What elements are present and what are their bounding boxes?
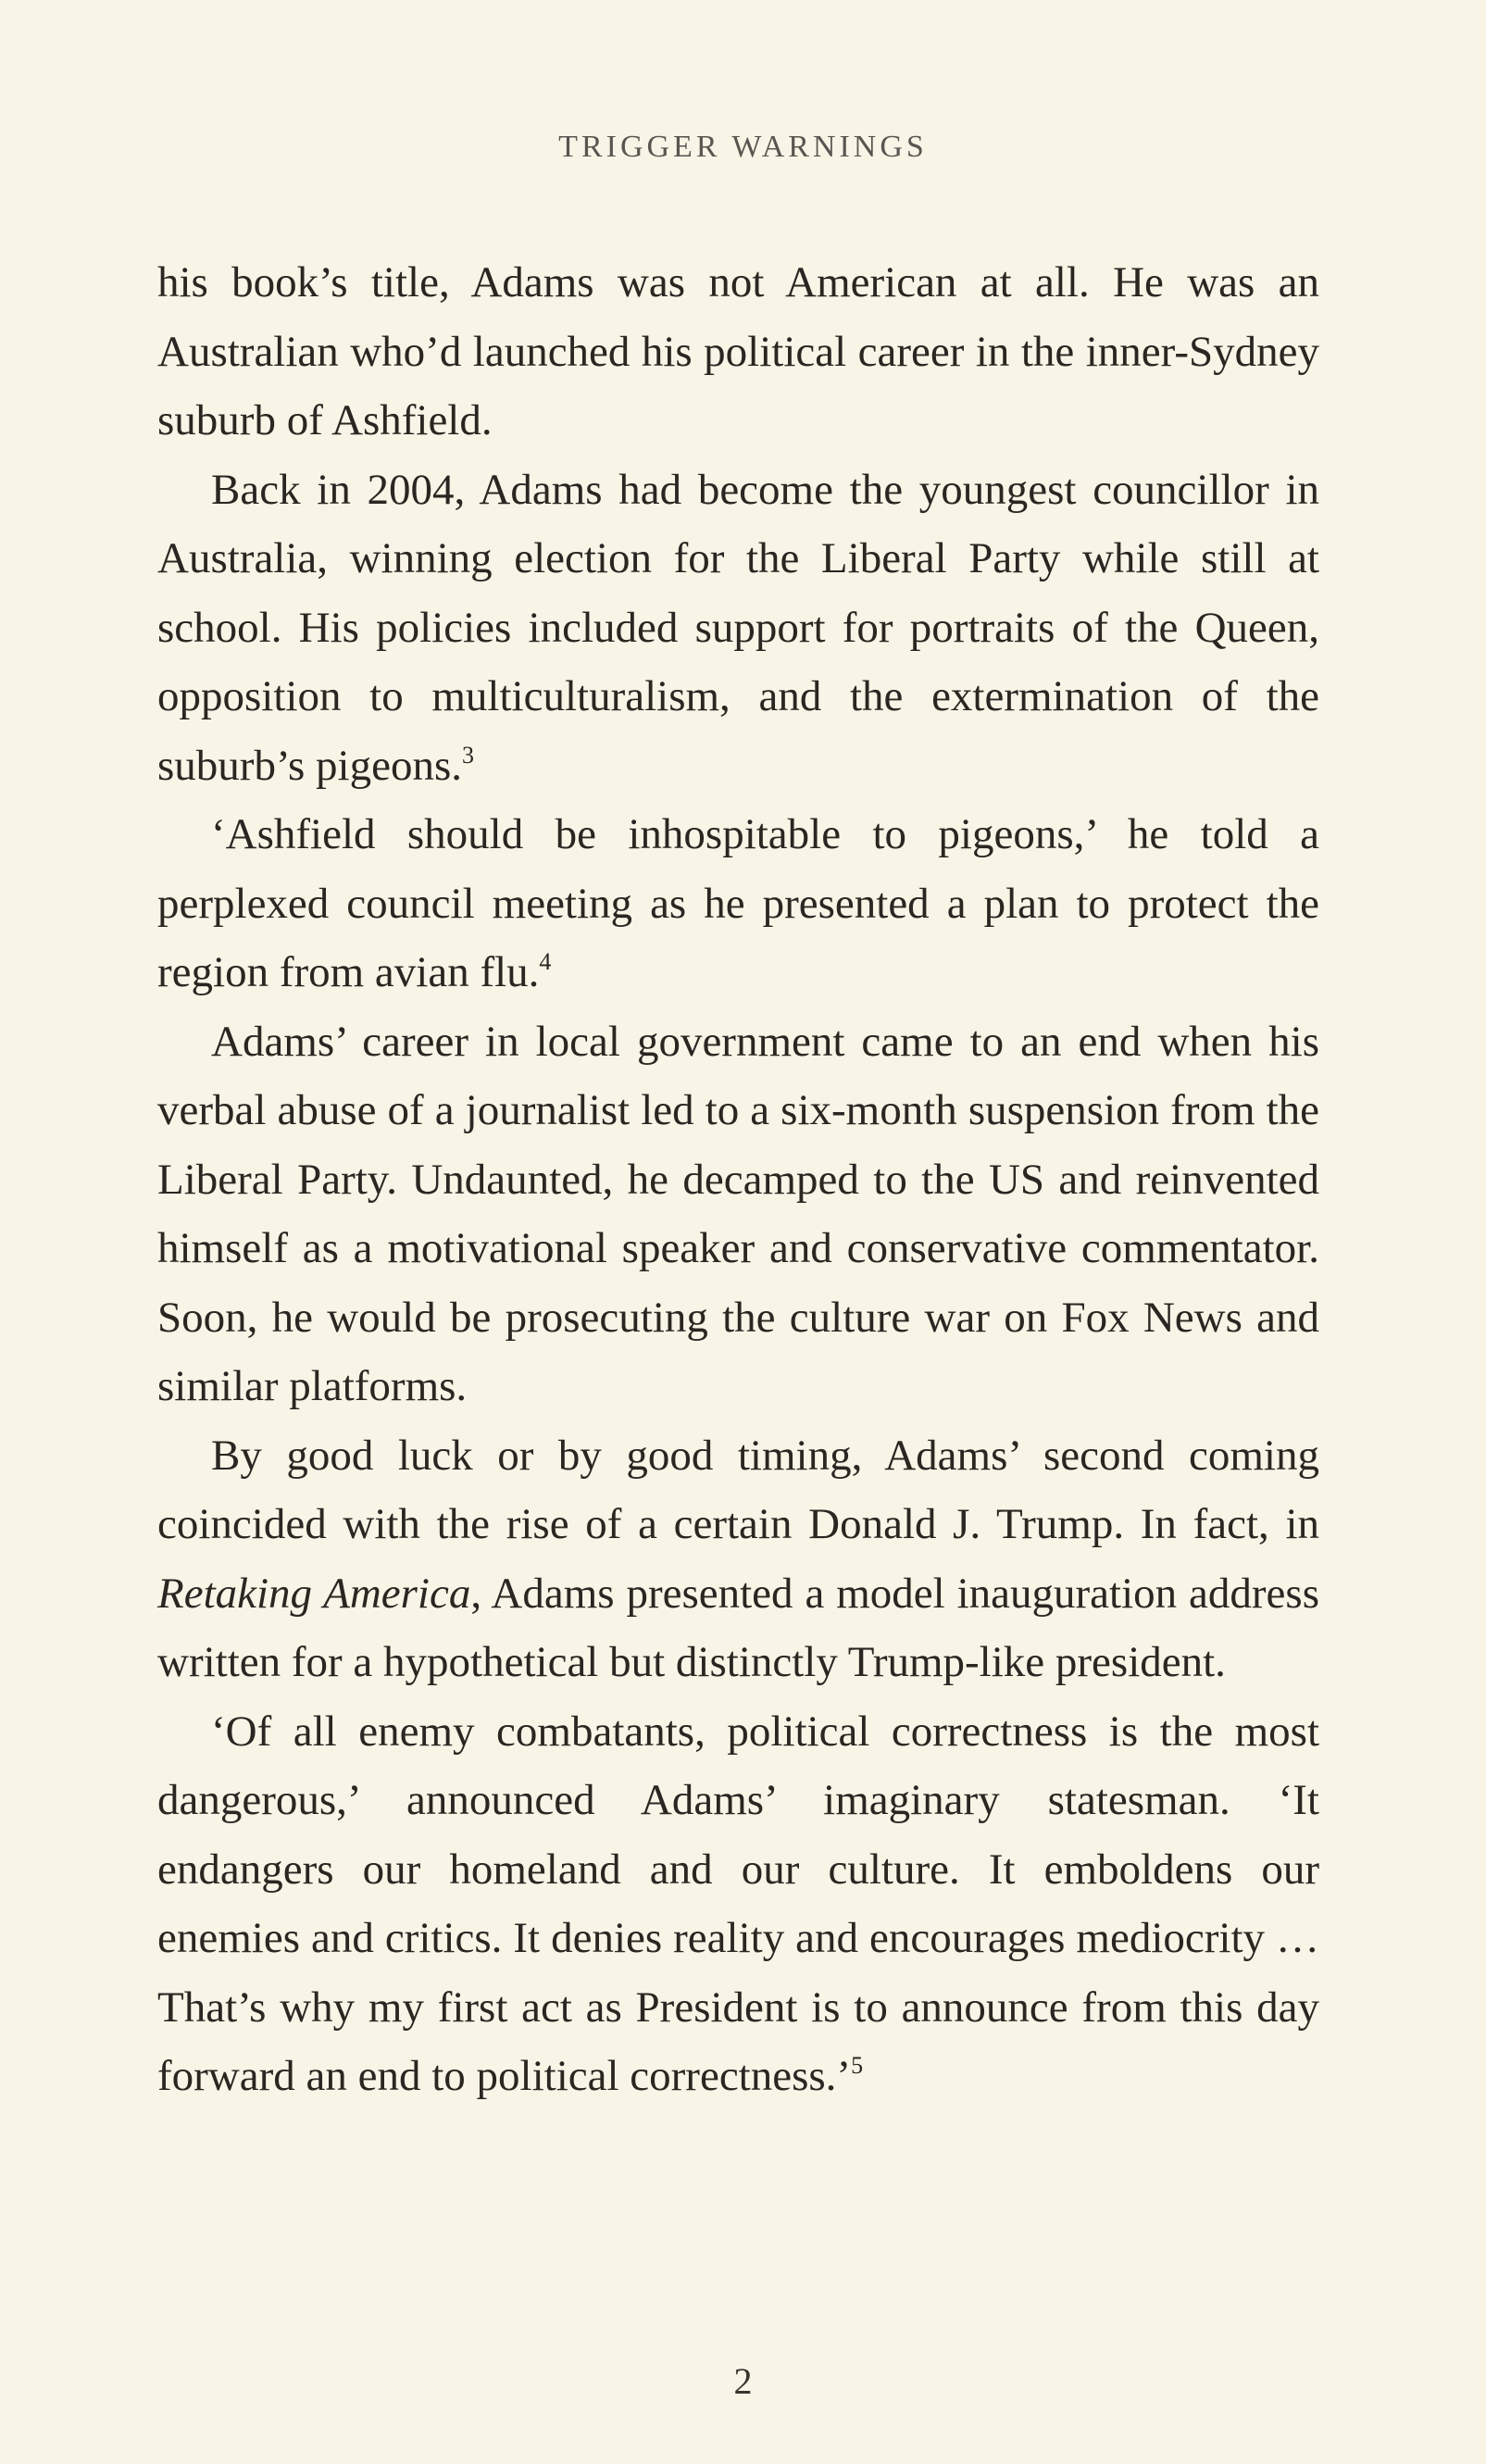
paragraph-6 <box>157 1697 1319 2111</box>
body-text <box>157 248 1319 2111</box>
paragraph-2 <box>157 456 1319 801</box>
paragraph-4 <box>157 1007 1319 1421</box>
paragraph-4-text: Adams’ career in local government came to an end when his verbal abuse of a journalist led to a six-month suspension from the Liberal Party. Undaunted, he decamped to the US and reinvented himself as a motivational speaker and conservative commentator. Soon, he would be prosecuting the culture war on Fox News and similar platforms. <box>157 1017 1319 1410</box>
paragraph-1 <box>157 248 1319 456</box>
footnote-ref-5: 5 <box>851 2052 864 2079</box>
running-head: TRIGGER WARNINGS <box>558 130 928 164</box>
book-title-italic: Retaking America <box>157 1569 471 1618</box>
footnote-ref-4: 4 <box>539 948 552 975</box>
paragraph-5-text-before: By good luck or by good timing, Adams’ second coming coincided with the rise of a certain Donald J. Trump. In fact, in <box>157 1431 1319 1548</box>
footnote-ref-3: 3 <box>462 741 474 769</box>
paragraph-3-text: ‘Ashfield should be inhospitable to pigeons,’ he told a perplexed council meeting as he presented a plan to protect the region from avian flu. <box>157 810 1319 996</box>
paragraph-5 <box>157 1421 1319 1697</box>
page-number: 2 <box>733 2360 753 2402</box>
paragraph-6-text: ‘Of all enemy combatants, political correctness is the most dangerous,’ announced Adams’ imaginary statesman. ‘It endangers our homeland and our culture. It emboldens our enemies and critics. It denies reality and encourages mediocrity … That’s why my first act as President is to announce from this day forward an end to political correctness.’ <box>157 1707 1319 2100</box>
paragraph-2-text: Back in 2004, Adams had become the youngest councillor in Australia, winning election for the Liberal Party while still at school. His policies included support for portraits of the Queen, opposition to multiculturalism, and the extermination of the suburb’s pigeons. <box>157 465 1319 790</box>
paragraph-1-text: his book’s title, Adams was not American at all. He was an Australian who’d launched his political career in the inner-Sydney suburb of Ashfield. <box>157 258 1319 444</box>
paragraph-5-text-after: , Adams presented a model inauguration address written for a hypothetical but distinctly Trump-like president. <box>157 1569 1319 1686</box>
paragraph-3 <box>157 800 1319 1007</box>
